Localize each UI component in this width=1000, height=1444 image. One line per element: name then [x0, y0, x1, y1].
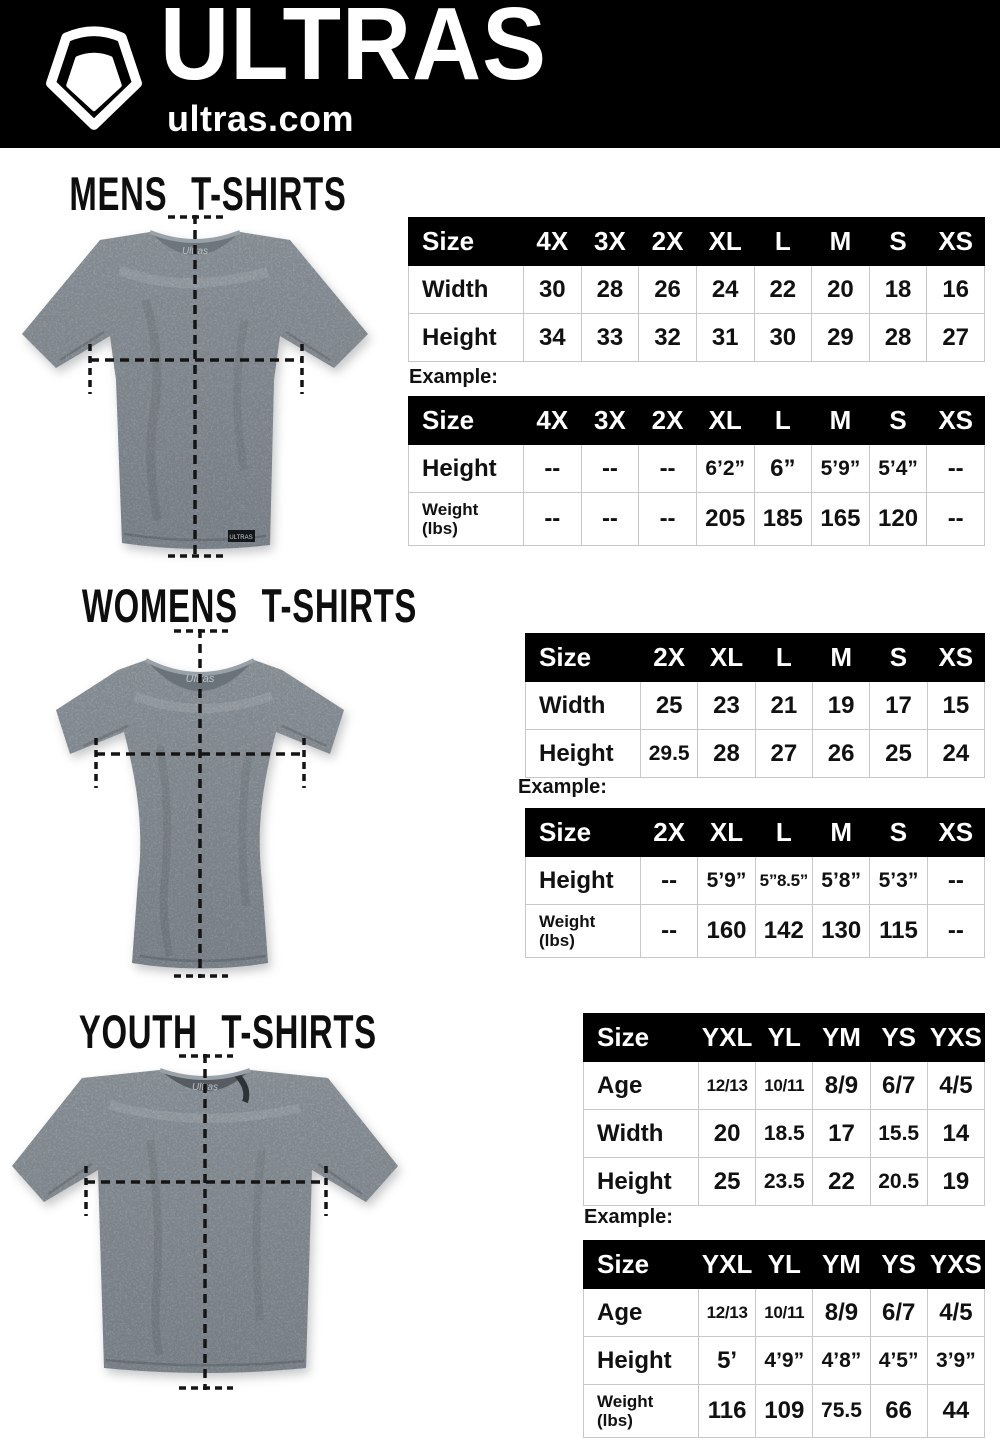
value-cell: 8/9	[813, 1289, 870, 1337]
value-cell: 4’9”	[756, 1337, 813, 1385]
value-cell: --	[639, 493, 697, 546]
value-cell: 15.5	[870, 1110, 927, 1158]
size-column-header: XS	[927, 397, 985, 445]
value-cell: 30	[524, 266, 582, 314]
value-cell: 28	[869, 314, 927, 362]
size-column-header: YS	[870, 1014, 927, 1062]
value-cell: 27	[755, 730, 812, 778]
row-label: Width	[526, 682, 641, 730]
size-column-header: 2X	[639, 397, 697, 445]
value-cell: --	[927, 493, 985, 546]
youth-neck-label: Ultras	[191, 1082, 219, 1093]
value-cell: 6/7	[870, 1062, 927, 1110]
size-column-header: XL	[698, 809, 755, 857]
size-header-label: Size	[584, 1014, 699, 1062]
value-cell: 25	[870, 730, 927, 778]
row-label: Height	[409, 314, 524, 362]
size-header-label: Size	[409, 397, 524, 445]
womens-section-title: WOMENS T-SHIRTS	[81, 579, 418, 632]
size-column-header: YXS	[927, 1241, 984, 1289]
value-cell: 17	[813, 1110, 870, 1158]
value-cell: 34	[524, 314, 582, 362]
size-column-header: XL	[698, 634, 755, 682]
size-column-header: S	[870, 634, 927, 682]
size-column-header: M	[812, 809, 869, 857]
value-cell: 5’	[699, 1337, 756, 1385]
value-cell: 185	[754, 493, 812, 546]
value-cell: 3’9”	[927, 1337, 984, 1385]
size-column-header: L	[755, 809, 812, 857]
value-cell: 5’4”	[869, 445, 927, 493]
size-column-header: YXS	[927, 1014, 984, 1062]
womens-size-table	[525, 633, 985, 778]
youth-example-label: Example:	[584, 1206, 673, 1228]
size-column-header: YS	[870, 1241, 927, 1289]
size-column-header: YXL	[699, 1014, 756, 1062]
size-chart-table	[525, 633, 985, 778]
value-cell: 75.5	[813, 1385, 870, 1438]
value-cell: 33	[581, 314, 639, 362]
value-cell: 22	[813, 1158, 870, 1206]
value-cell: 26	[812, 730, 869, 778]
value-cell: 20	[812, 266, 870, 314]
size-column-header: YM	[813, 1241, 870, 1289]
value-cell: 31	[696, 314, 754, 362]
value-cell: 4’5”	[870, 1337, 927, 1385]
size-chart-table	[408, 396, 985, 546]
value-cell: --	[524, 493, 582, 546]
mens-tshirt-photo	[0, 210, 390, 565]
womens-neck-label: Ultras	[185, 673, 215, 685]
value-cell: 27	[927, 314, 985, 362]
value-cell: 21	[755, 682, 812, 730]
value-cell: 142	[755, 905, 812, 958]
value-cell: 18	[869, 266, 927, 314]
size-column-header: S	[870, 809, 927, 857]
mens-section-title: MENS T-SHIRTS	[69, 167, 347, 220]
youth-example-table	[583, 1240, 985, 1438]
mens-example-label: Example:	[409, 366, 498, 388]
size-column-header: YM	[813, 1014, 870, 1062]
mens-size-table	[408, 217, 985, 362]
value-cell: 19	[812, 682, 869, 730]
value-cell: --	[927, 905, 984, 958]
value-cell: 32	[639, 314, 697, 362]
value-cell: 28	[698, 730, 755, 778]
mens-neck-label: Ultras	[181, 246, 209, 257]
value-cell: --	[524, 445, 582, 493]
value-cell: 19	[927, 1158, 984, 1206]
value-cell: 6”	[754, 445, 812, 493]
mens-example-table	[408, 396, 985, 546]
value-cell: 4’8”	[813, 1337, 870, 1385]
value-cell: 29.5	[641, 730, 698, 778]
womens-example-table	[525, 808, 985, 958]
value-cell: 16	[927, 266, 985, 314]
size-header-label: Size	[584, 1241, 699, 1289]
value-cell: 30	[754, 314, 812, 362]
value-cell: 23	[698, 682, 755, 730]
value-cell: 6/7	[870, 1289, 927, 1337]
value-cell: 23.5	[756, 1158, 813, 1206]
value-cell: 4/5	[927, 1289, 984, 1337]
value-cell: 109	[756, 1385, 813, 1438]
size-column-header: YXL	[699, 1241, 756, 1289]
value-cell: 20.5	[870, 1158, 927, 1206]
value-cell: 115	[870, 905, 927, 958]
row-label: Weight (lbs)	[584, 1385, 699, 1438]
youth-size-table	[583, 1013, 985, 1206]
value-cell: 5’3”	[870, 857, 927, 905]
value-cell: 12/13	[699, 1289, 756, 1337]
size-column-header: 3X	[581, 218, 639, 266]
value-cell: --	[927, 857, 984, 905]
size-column-header: XS	[927, 809, 984, 857]
value-cell: --	[581, 493, 639, 546]
value-cell: 44	[927, 1385, 984, 1438]
value-cell: 28	[581, 266, 639, 314]
value-cell: 205	[696, 493, 754, 546]
row-label: Height	[526, 730, 641, 778]
youth-tshirt-photo	[10, 1050, 410, 1395]
value-cell: 5”8.5”	[755, 857, 812, 905]
size-column-header: L	[754, 218, 812, 266]
size-column-header: M	[812, 397, 870, 445]
row-label: Weight (lbs)	[409, 493, 524, 546]
value-cell: 12/13	[699, 1062, 756, 1110]
womens-tshirt-photo	[0, 626, 410, 986]
value-cell: 24	[927, 730, 984, 778]
size-column-header: L	[755, 634, 812, 682]
size-column-header: 2X	[641, 809, 698, 857]
size-column-header: M	[812, 218, 870, 266]
size-column-header: S	[869, 218, 927, 266]
value-cell: 22	[754, 266, 812, 314]
mens-hem-tag-label: ULTRAS	[229, 535, 253, 541]
row-label: Height	[526, 857, 641, 905]
size-column-header: 4X	[524, 397, 582, 445]
value-cell: 6’2”	[696, 445, 754, 493]
row-label: Height	[584, 1337, 699, 1385]
size-column-header: YL	[756, 1014, 813, 1062]
value-cell: 120	[869, 493, 927, 546]
row-label: Width	[584, 1110, 699, 1158]
row-label: Height	[409, 445, 524, 493]
value-cell: 25	[699, 1158, 756, 1206]
header-bar	[0, 0, 1000, 148]
size-column-header: 2X	[641, 634, 698, 682]
value-cell: 160	[698, 905, 755, 958]
size-column-header: L	[754, 397, 812, 445]
row-label: Weight (lbs)	[526, 905, 641, 958]
value-cell: 25	[641, 682, 698, 730]
value-cell: 5’9”	[698, 857, 755, 905]
youth-section-title: YOUTH T-SHIRTS	[78, 1005, 377, 1058]
value-cell: 130	[812, 905, 869, 958]
value-cell: 10/11	[756, 1062, 813, 1110]
value-cell: 29	[812, 314, 870, 362]
size-header-label: Size	[409, 218, 524, 266]
row-label: Height	[584, 1158, 699, 1206]
value-cell: --	[927, 445, 985, 493]
value-cell: 5’8”	[812, 857, 869, 905]
size-column-header: 3X	[581, 397, 639, 445]
value-cell: 18.5	[756, 1110, 813, 1158]
size-chart-table	[583, 1013, 985, 1206]
row-label: Age	[584, 1289, 699, 1337]
value-cell: 5’9”	[812, 445, 870, 493]
row-label: Age	[584, 1062, 699, 1110]
value-cell: 20	[699, 1110, 756, 1158]
size-column-header: YL	[756, 1241, 813, 1289]
value-cell: 8/9	[813, 1062, 870, 1110]
value-cell: --	[641, 905, 698, 958]
womens-example-label: Example:	[518, 776, 607, 798]
value-cell: 66	[870, 1385, 927, 1438]
value-cell: 15	[927, 682, 984, 730]
value-cell: 14	[927, 1110, 984, 1158]
brand-domain: ultras.com	[167, 98, 355, 139]
value-cell: 4/5	[927, 1062, 984, 1110]
size-chart-table	[408, 217, 985, 362]
size-column-header: XL	[696, 397, 754, 445]
value-cell: --	[639, 445, 697, 493]
value-cell: --	[641, 857, 698, 905]
size-column-header: 2X	[639, 218, 697, 266]
size-column-header: S	[869, 397, 927, 445]
size-header-label: Size	[526, 809, 641, 857]
size-column-header: XS	[927, 218, 985, 266]
size-chart-table	[525, 808, 985, 958]
size-column-header: M	[812, 634, 869, 682]
brand-wordmark: ULTRAS	[160, 0, 547, 101]
row-label: Width	[409, 266, 524, 314]
value-cell: 116	[699, 1385, 756, 1438]
size-column-header: XS	[927, 634, 984, 682]
size-column-header: XL	[696, 218, 754, 266]
value-cell: 17	[870, 682, 927, 730]
value-cell: --	[581, 445, 639, 493]
size-column-header: 4X	[524, 218, 582, 266]
value-cell: 24	[696, 266, 754, 314]
value-cell: 26	[639, 266, 697, 314]
pentagon-shield-logo-icon	[28, 6, 160, 144]
value-cell: 165	[812, 493, 870, 546]
size-chart-table	[583, 1240, 985, 1438]
size-header-label: Size	[526, 634, 641, 682]
value-cell: 10/11	[756, 1289, 813, 1337]
